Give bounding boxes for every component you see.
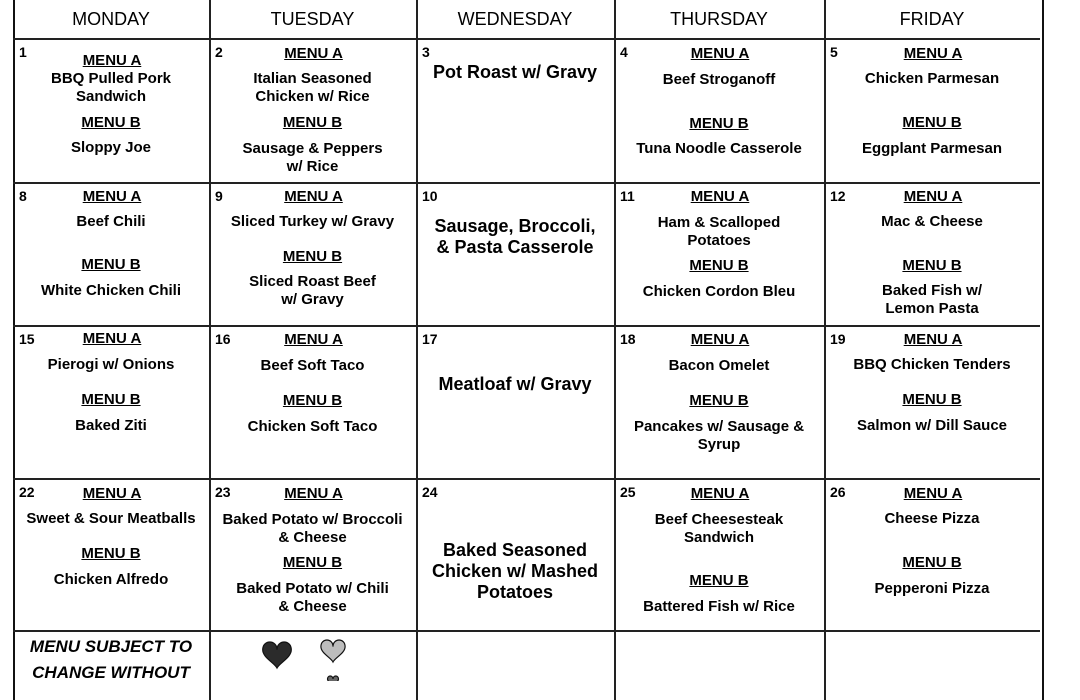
menu-a-label: MENU A	[690, 45, 750, 62]
menu-b-item: Sloppy Joe	[70, 139, 152, 156]
menu-b-label: MENU B	[689, 257, 749, 274]
date-number: 10	[422, 188, 438, 204]
menu-b-label: MENU B	[81, 545, 141, 562]
date-number: 19	[830, 331, 846, 347]
menu-b-item: Pancakes w/ Sausage &	[633, 418, 805, 435]
menu-b-label: MENU B	[81, 256, 141, 273]
menu-b-label: MENU B	[282, 114, 343, 131]
date-number: 25	[620, 484, 636, 500]
date-number: 5	[830, 44, 838, 60]
menu-a-label: MENU A	[284, 331, 343, 348]
menu-b-item: Baked Ziti	[75, 417, 147, 434]
date-number: 4	[620, 44, 628, 60]
day-cell	[824, 325, 1040, 478]
menu-a-item: Chicken w/ Rice	[255, 88, 370, 105]
menu-a-label: MENU A	[82, 330, 142, 347]
menu-b-item: Lemon Pasta	[885, 300, 979, 317]
day-cell	[209, 325, 416, 478]
menu-a-item: Sweet & Sour Meatballs	[26, 510, 196, 527]
menu-b-label: MENU B	[902, 554, 962, 571]
menu-b-item: Chicken Soft Taco	[247, 418, 378, 435]
day-cell	[416, 478, 614, 630]
menu-a-label: MENU A	[903, 188, 963, 205]
single-menu	[416, 374, 614, 395]
menu-b-item: Chicken Cordon Bleu	[642, 283, 796, 300]
day-header-wednesday: WEDNESDAY	[457, 8, 573, 29]
menu-b-label: MENU B	[282, 248, 343, 265]
menu-a-item: Pierogi w/ Onions	[47, 356, 175, 373]
menu-item: & Pasta Casserole	[436, 237, 594, 257]
menu-a-item: Cheese Pizza	[884, 510, 980, 527]
menu-b-label: MENU B	[282, 554, 343, 571]
heart-icon	[328, 676, 339, 681]
day-cell	[416, 38, 614, 182]
menu-b-item: Syrup	[697, 436, 741, 453]
menu-item: Chicken w/ Mashed	[431, 561, 599, 581]
day-cell	[824, 182, 1040, 325]
date-number: 15	[19, 331, 35, 347]
date-number: 23	[215, 484, 231, 500]
menu-b-item: Pepperoni Pizza	[874, 580, 990, 597]
menu-a-item: Baked Potato w/ Broccoli	[222, 511, 403, 528]
day-cell	[824, 478, 1040, 630]
menu-a-item: Ham & Scalloped	[657, 214, 781, 231]
menu-b-label: MENU B	[902, 257, 962, 274]
menu-b-item: Tuna Noodle Casserole	[636, 140, 802, 157]
day-cell	[209, 38, 416, 182]
menu-a-label: MENU A	[82, 188, 142, 205]
menu-a-item: & Cheese	[278, 529, 347, 546]
menu-item: Sausage, Broccoli,	[434, 216, 596, 236]
date-number: 12	[830, 188, 846, 204]
menu-a-label: MENU A	[284, 45, 343, 62]
menu-b-label: MENU B	[81, 114, 141, 131]
menu-a-item: Sandwich	[75, 88, 146, 105]
menu-b-label: MENU B	[902, 114, 962, 131]
menu-a-item: BBQ Chicken Tenders	[853, 356, 1011, 373]
menu-b-item: Battered Fish w/ Rice	[643, 598, 795, 615]
menu-b-item: White Chicken Chili	[40, 282, 181, 299]
menu-b-item: Sliced Roast Beef	[249, 273, 376, 290]
date-number: 22	[19, 484, 35, 500]
day-cell	[614, 478, 824, 630]
day-header-monday: MONDAY	[72, 8, 150, 29]
menu-a-label: MENU A	[284, 485, 343, 502]
menu-a-item: Bacon Omelet	[668, 357, 770, 374]
date-number: 9	[215, 188, 223, 204]
heart-icon	[321, 640, 345, 662]
menu-b-item: Baked Potato w/ Chili	[236, 580, 389, 597]
menu-b-item: Salmon w/ Dill Sauce	[856, 417, 1008, 434]
day-cell	[614, 325, 824, 478]
day-header-thursday: THURSDAY	[670, 8, 768, 29]
day-header-friday: FRIDAY	[899, 8, 965, 29]
date-number: 2	[215, 44, 223, 60]
menu-a-label: MENU A	[903, 331, 963, 348]
note-cell	[13, 630, 209, 690]
date-number: 16	[215, 331, 231, 347]
menu-a-item: Beef Chili	[76, 213, 146, 230]
single-menu	[416, 540, 614, 603]
menu-a-label: MENU A	[690, 331, 750, 348]
menu-a-label: MENU A	[690, 188, 750, 205]
menu-a-item: Chicken Parmesan	[864, 70, 1000, 87]
date-number: 11	[620, 188, 635, 204]
day-cell	[13, 38, 209, 182]
menu-note-line: CHANGE WITHOUT	[32, 663, 190, 682]
menu-a-item: Beef Soft Taco	[260, 357, 365, 374]
menu-b-item: Baked Fish w/	[881, 282, 983, 299]
menu-a-item: Sliced Turkey w/ Gravy	[230, 213, 395, 230]
menu-a-item: Beef Stroganoff	[662, 71, 776, 88]
menu-b-label: MENU B	[81, 391, 141, 408]
hearts-decoration-icon	[255, 636, 365, 681]
date-number: 1	[19, 44, 27, 60]
day-cell	[416, 325, 614, 478]
menu-a-item: BBQ Pulled Pork	[50, 70, 172, 87]
single-menu	[416, 216, 614, 258]
date-number: 8	[19, 188, 27, 204]
date-number: 18	[620, 331, 636, 347]
menu-b-label: MENU B	[689, 115, 749, 132]
menu-b-label: MENU B	[902, 391, 962, 408]
menu-b-label: MENU B	[689, 392, 749, 409]
menu-item: Pot Roast w/ Gravy	[432, 62, 598, 82]
day-cell	[824, 38, 1040, 182]
menu-a-item: Beef Cheesesteak	[654, 511, 784, 528]
menu-a-label: MENU A	[903, 485, 963, 502]
menu-a-label: MENU A	[903, 45, 963, 62]
menu-a-label: MENU A	[82, 485, 142, 502]
menu-b-item: Chicken Alfredo	[53, 571, 169, 588]
menu-b-item: w/ Rice	[286, 158, 339, 175]
heart-icon	[263, 642, 292, 668]
menu-item: Potatoes	[476, 582, 554, 602]
menu-a-item: Potatoes	[687, 232, 751, 249]
day-header-tuesday: TUESDAY	[270, 8, 355, 29]
day-cell	[614, 38, 824, 182]
menu-note-line: MENU SUBJECT TO	[29, 637, 193, 656]
menu-a-item: Italian Seasoned	[253, 70, 372, 87]
day-cell	[209, 182, 416, 325]
single-menu	[416, 62, 614, 83]
menu-a-item: Sandwich	[683, 529, 754, 546]
date-number: 17	[422, 331, 438, 347]
menu-a-label: MENU A	[284, 188, 343, 205]
menu-a-label: MENU A	[82, 52, 142, 69]
menu-item: Baked Seasoned	[442, 540, 588, 560]
date-number: 24	[422, 484, 438, 500]
menu-a-label: MENU A	[690, 485, 750, 502]
menu-b-item: w/ Gravy	[281, 291, 344, 308]
menu-b-item: Eggplant Parmesan	[861, 140, 1003, 157]
menu-a-item: Mac & Cheese	[881, 213, 983, 230]
menu-b-label: MENU B	[689, 572, 749, 589]
day-cell	[614, 182, 824, 325]
date-number: 3	[422, 44, 430, 60]
menu-b-item: & Cheese	[278, 598, 347, 615]
day-cell	[209, 478, 416, 630]
day-cell	[13, 182, 209, 325]
date-number: 26	[830, 484, 846, 500]
day-cell	[13, 478, 209, 630]
day-cell	[416, 182, 614, 325]
menu-b-item: Sausage & Peppers	[242, 140, 383, 157]
day-cell	[13, 325, 209, 478]
menu-b-label: MENU B	[282, 392, 343, 409]
menu-item: Meatloaf w/ Gravy	[438, 374, 592, 394]
